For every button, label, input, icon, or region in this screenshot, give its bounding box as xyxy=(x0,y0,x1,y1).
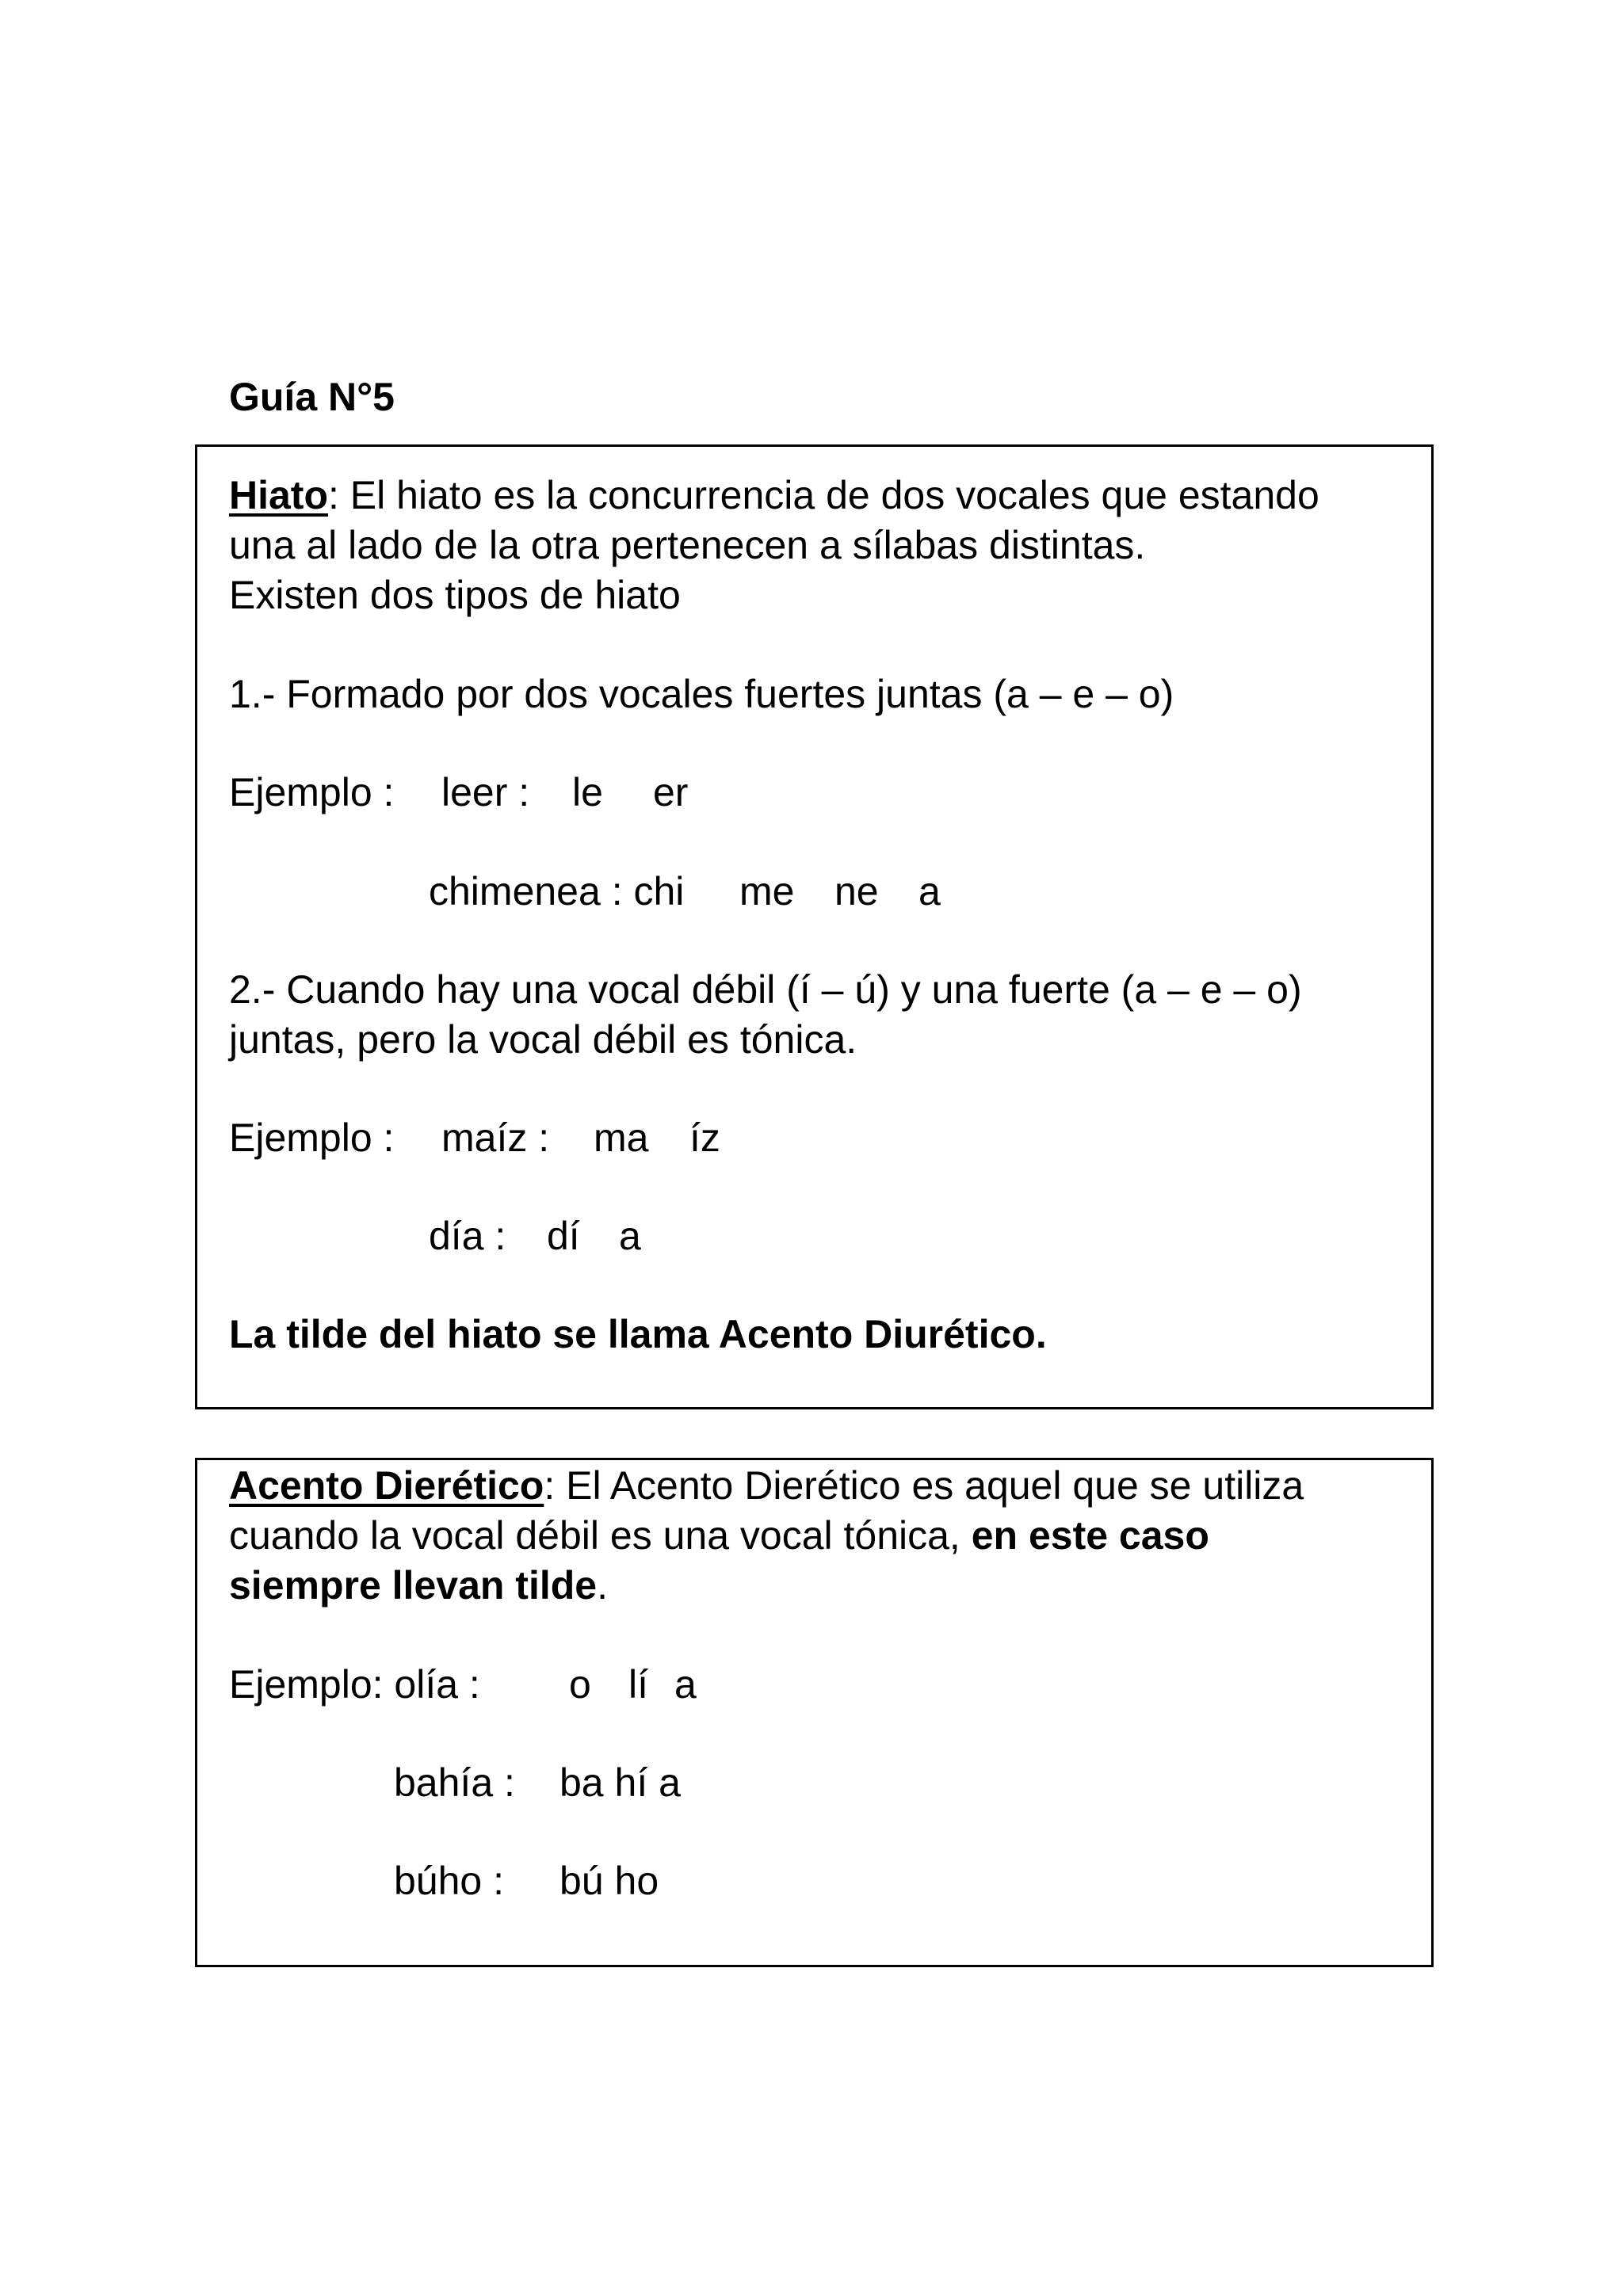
acento-definition-line3: siempre llevan tilde. xyxy=(229,1563,608,1608)
hiato-example2-syllable: ne xyxy=(834,869,879,913)
acento-example1-label: Ejemplo: olía : xyxy=(229,1662,480,1707)
acento-example2-word: bahía : xyxy=(394,1760,515,1805)
acento-example3-word: búho : xyxy=(394,1859,505,1903)
hiato-definition-line3: Existen dos tipos de hiato xyxy=(229,573,681,617)
hiato-example1-syllable: le xyxy=(572,770,603,814)
page-title: Guía N°5 xyxy=(229,375,395,419)
acento-example2-syllables: ba hí a xyxy=(559,1760,681,1805)
acento-definition-line2: cuando la vocal débil es una vocal tónica, en este caso xyxy=(229,1513,1209,1558)
hiato-example4-word: día : xyxy=(429,1214,506,1258)
hiato-example3-word: maíz : xyxy=(441,1116,550,1160)
acento-term: Acento Dierético xyxy=(229,1463,544,1508)
acento-definition-line1: Acento Dierético: El Acento Dierético es aquel que se utiliza xyxy=(229,1463,1304,1508)
hiato-example2-word: chimenea : chi xyxy=(429,869,685,913)
hiato-definition-line2: una al lado de la otra pertenecen a sílabas distintas. xyxy=(229,523,1146,567)
acento-example1-syllable: lí xyxy=(628,1662,648,1707)
hiato-example1-word: leer : xyxy=(441,770,530,814)
hiato-term: Hiato xyxy=(229,473,328,517)
hiato-example3-syllable: íz xyxy=(689,1116,720,1160)
hiato-type2-line2: juntas, pero la vocal débil es tónica. xyxy=(229,1017,857,1062)
acento-example1-syllable: o xyxy=(569,1662,591,1707)
hiato-definition-line1: Hiato: El hiato es la concurrencia de dos vocales que estando xyxy=(229,473,1319,517)
hiato-example3-label: Ejemplo : xyxy=(229,1116,395,1160)
hiato-example1-syllable: er xyxy=(653,770,689,814)
hiato-example3-syllable: ma xyxy=(594,1116,649,1160)
hiato-type2-line1: 2.- Cuando hay una vocal débil (í – ú) y una fuerte (a – e – o) xyxy=(229,967,1302,1012)
hiato-example2-syllable: me xyxy=(739,869,795,913)
hiato-example1-label: Ejemplo : xyxy=(229,770,395,814)
hiato-example2-syllable: a xyxy=(918,869,941,913)
hiato-example4-syllable: dí xyxy=(547,1214,580,1258)
hiato-example4-syllable: a xyxy=(619,1214,641,1258)
acento-example3-syllables: bú ho xyxy=(559,1859,659,1903)
hiato-type1: 1.- Formado por dos vocales fuertes juntas (a – e – o) xyxy=(229,672,1174,716)
acento-example1-syllable: a xyxy=(674,1662,697,1707)
hiato-conclusion: La tilde del hiato se llama Acento Diurético. xyxy=(229,1312,1047,1356)
